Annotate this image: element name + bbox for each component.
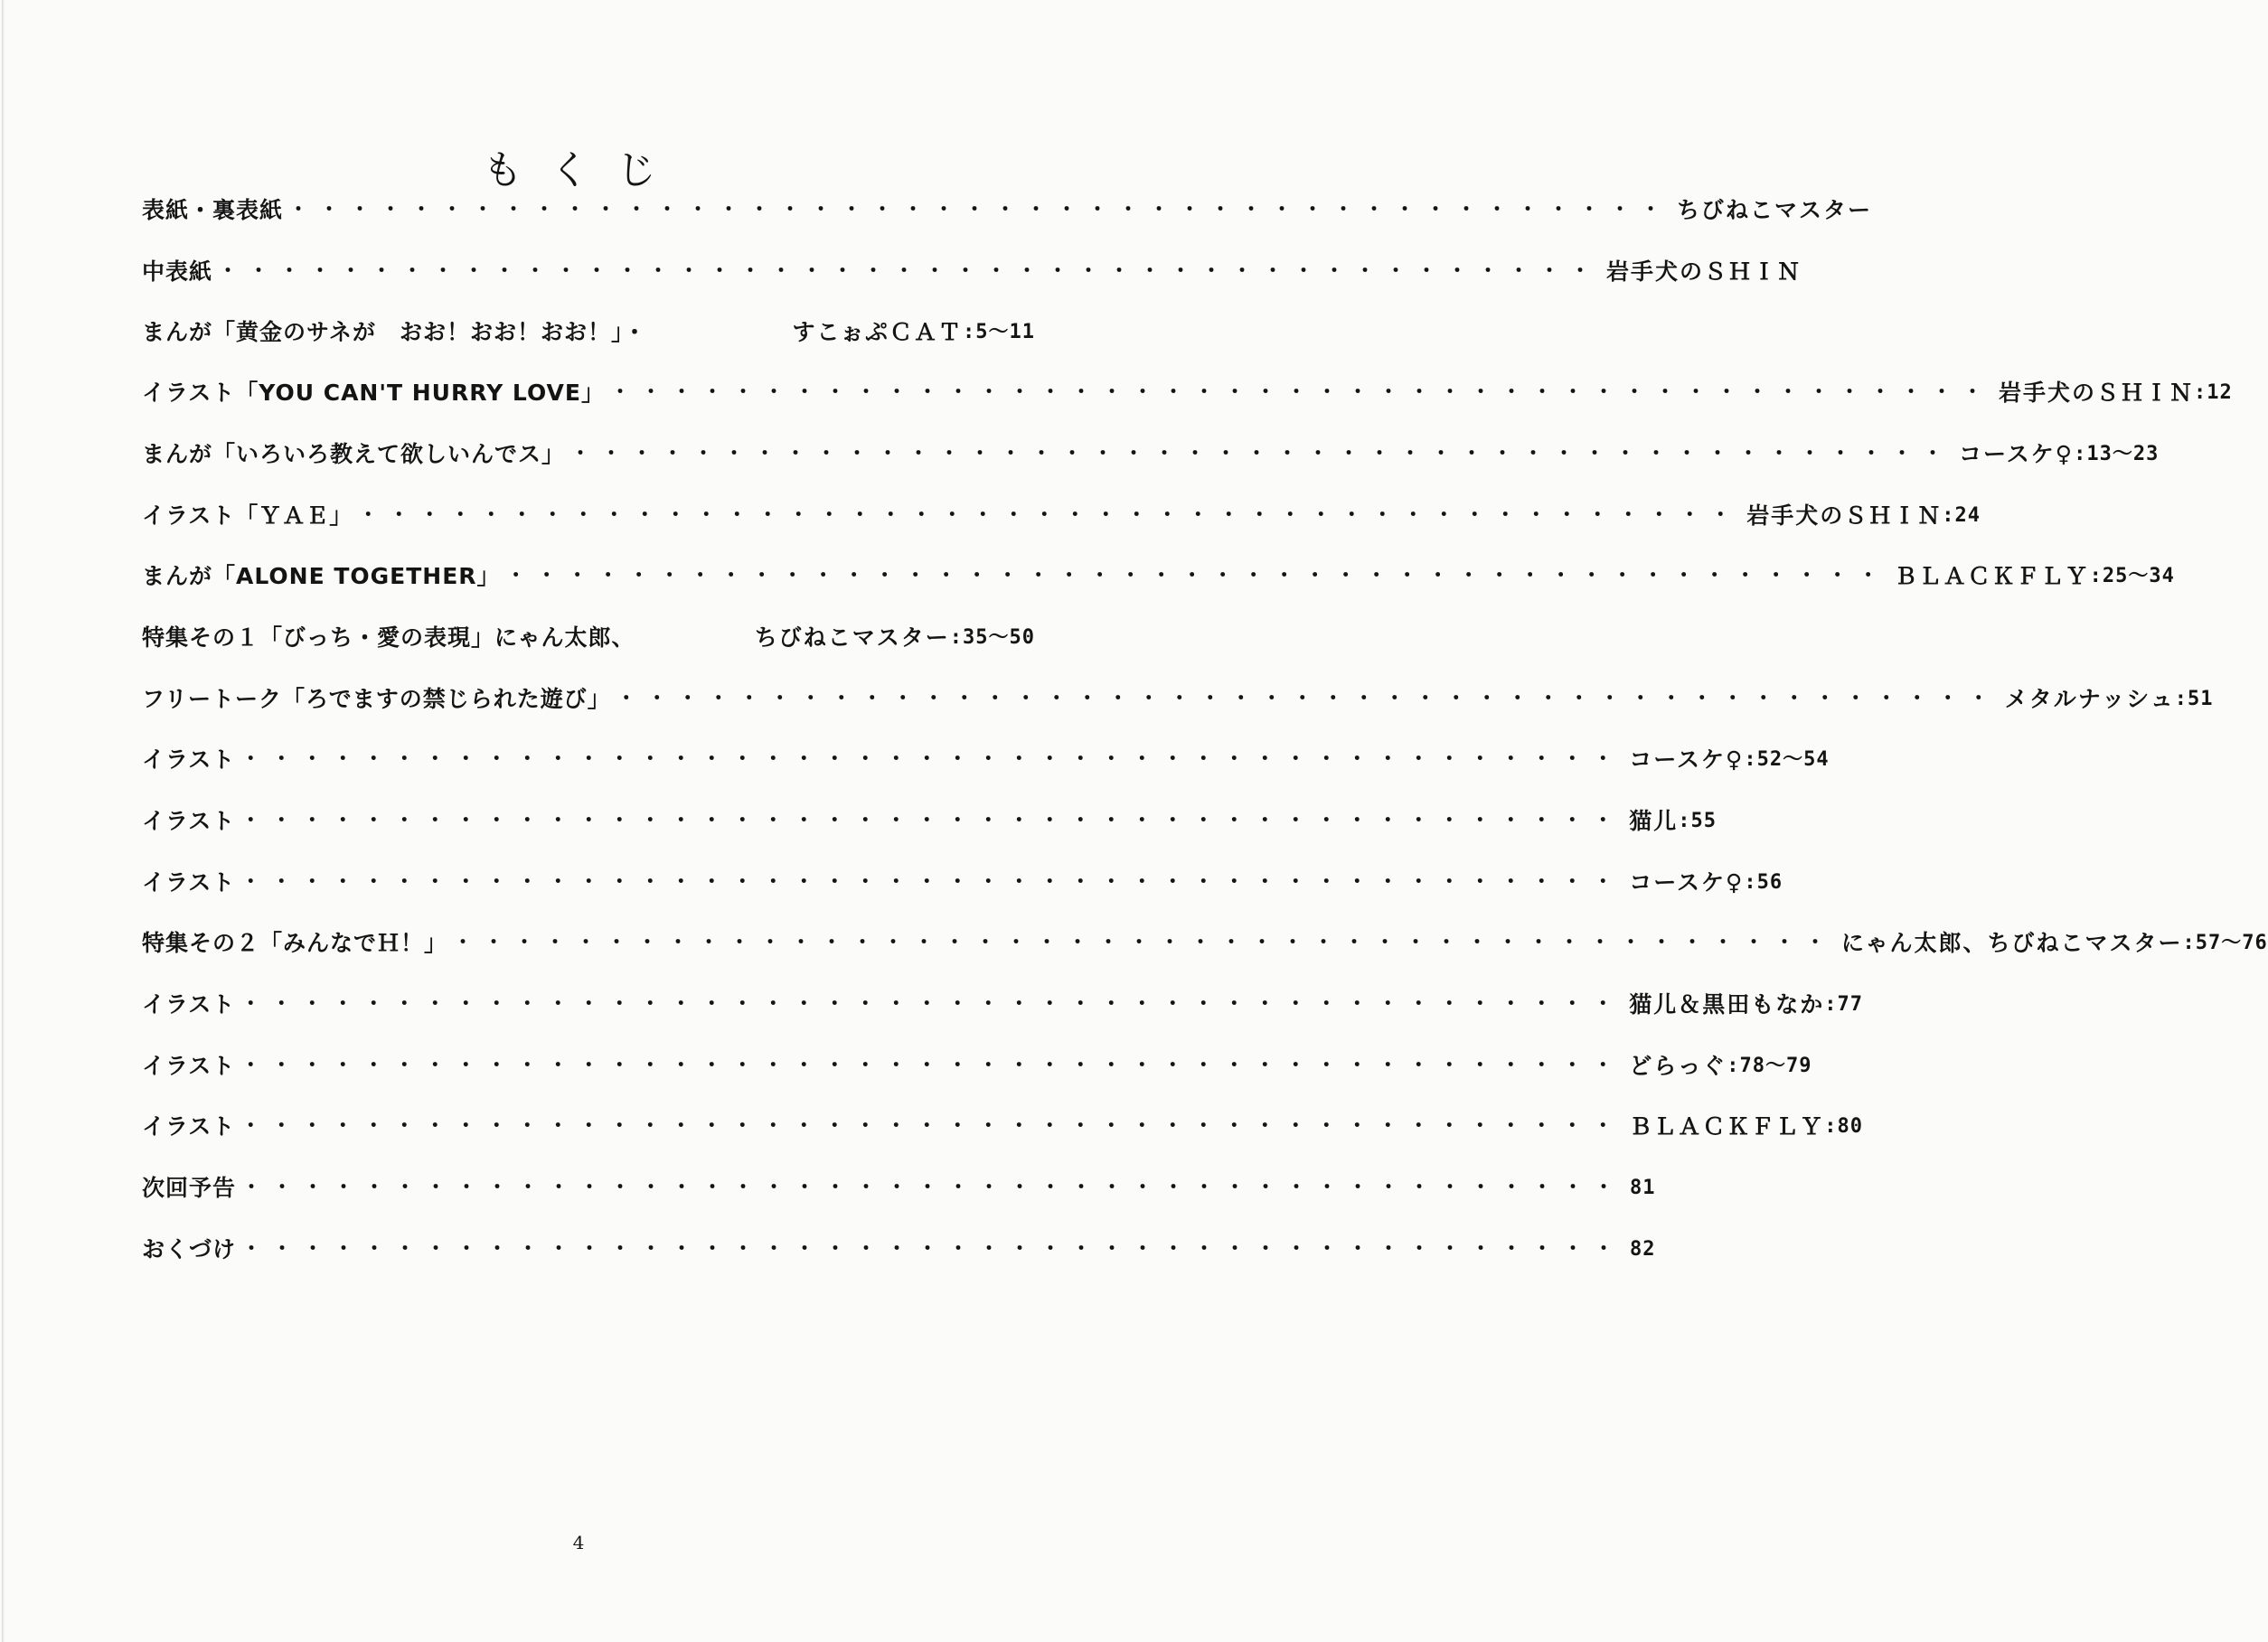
toc-entry-pages: :35～50 bbox=[949, 626, 1035, 649]
toc-entry-author: ＢＬＡＣＫＦＬＹ bbox=[1629, 1113, 1825, 1140]
toc-entry-title: 次回予告 bbox=[142, 1175, 237, 1201]
toc-entry-author: ＢＬＡＣＫＦＬＹ bbox=[1894, 563, 2090, 589]
toc-row bbox=[142, 190, 1873, 231]
toc-row bbox=[142, 1046, 1812, 1087]
toc-entry-title: イラスト bbox=[142, 808, 236, 834]
toc-entry-author: 猫儿 bbox=[1629, 808, 1679, 834]
toc-entry-pages: :55 bbox=[1678, 810, 1717, 832]
toc-entry-pages: :51 bbox=[2174, 688, 2214, 710]
dot-leader: ・・・・・・・・・・・・・・・・・・・・・・・・・・・・・・・・・・・・・・・・・・・・・ bbox=[218, 260, 1602, 283]
toc-entry-pages: :5～11 bbox=[963, 321, 1035, 343]
dot-leader: ・・・・・・・・・・・・・・・・・・・・・・・・・・・・・・・・・・・・・・・・・・・・・ bbox=[358, 504, 1742, 527]
toc-entry-pages: :52～54 bbox=[1744, 748, 1830, 771]
toc-entry-author: どらっぐ bbox=[1629, 1053, 1727, 1079]
toc-entry-author: にゃん太郎、ちびねこマスター bbox=[1841, 930, 2183, 956]
dot-leader: ・・・・・・・・・・・・・・・・・・・・・・・・・・・・・・・・・・・・・・・・・・・・・ bbox=[240, 1115, 1624, 1138]
toc-entry-pages: 81 bbox=[1630, 1177, 1656, 1199]
toc-entry-title: おくづけ bbox=[142, 1236, 237, 1262]
toc-entry-author: メタルナッシュ bbox=[2004, 686, 2175, 712]
dot-leader: ・・・・・・・・・・・・・・・・・・・・・・・・・・・・・・・・・・・・・・・・・・・・・ bbox=[609, 381, 1993, 404]
toc-row bbox=[142, 495, 1981, 537]
toc-entry-pages: :77 bbox=[1824, 993, 1864, 1016]
toc-entry-title: まんが「ALONE TOGETHER」 bbox=[142, 563, 501, 589]
toc-row bbox=[142, 801, 1717, 842]
toc-entry-author: ちびねこマスター bbox=[1677, 197, 1873, 223]
toc-entry-title: 特集その１「びっち・愛の表現」にゃん太郎、 bbox=[142, 624, 635, 651]
toc-row bbox=[142, 251, 1802, 293]
toc-row bbox=[142, 1168, 1656, 1209]
dot-leader: ・・・・・・・・・・・・・・・・・・・・・・・・・・・・・・・・・・・・・・・・・・・・・ bbox=[616, 688, 2000, 710]
toc-entry-title: まんが「いろいろ教えて欲しいんでス」 bbox=[142, 441, 566, 467]
dot-leader: ・・・・・・・・・・・・・・・・・・・・・・・・・・・・・・・・・・・・・・・・・・・・・ bbox=[241, 1177, 1625, 1199]
toc-entry-pages: :57～76 bbox=[2182, 932, 2268, 954]
toc-entry-pages: :13～23 bbox=[2074, 443, 2160, 465]
toc-entry-title: イラスト bbox=[142, 991, 236, 1018]
toc-entry-pages: :80 bbox=[1824, 1115, 1864, 1138]
toc-entry-title: イラスト「YOU CAN'T HURRY LOVE」 bbox=[142, 380, 605, 406]
page-edge bbox=[2, 0, 5, 1642]
toc-entry-author: ちびねこマスター bbox=[754, 624, 950, 651]
toc-entry-title: イラスト「ＹＡＥ」 bbox=[142, 502, 353, 529]
dot-leader: ・・・・・・・・・・・・・・・・・・・・・・・・・・・・・・・・・・・・・・・・・・・・・ bbox=[240, 871, 1624, 894]
toc-entry-author: 猫儿＆黒田もなか bbox=[1629, 991, 1825, 1018]
toc-entry-author: コースケ♀ bbox=[1629, 746, 1745, 773]
toc-entry-author: 岩手犬のＳＨＩＮ bbox=[1606, 258, 1802, 285]
toc-row bbox=[142, 1229, 1656, 1271]
dot-leader: ・・・・・・・・・・・・・・・・・・・・・・・・・・・・・・・・・・・・・・・・・・・・・ bbox=[453, 932, 1837, 954]
toc-entry-author: すこぉぷＣＡＴ bbox=[792, 319, 964, 345]
dot-leader: ・・・・・・・・・・・・・・・・・・・・・・・・・・・・・・・・・・・・・・・・・・・・・ bbox=[241, 1238, 1625, 1261]
toc-entry-title: イラスト bbox=[142, 1113, 236, 1140]
dot-leader: ・・・・・・・・・・・・・・・・・・・・・・・・・・・・・・・・・・・・・・・・・・・・・ bbox=[240, 748, 1624, 771]
toc-entry-title: イラスト bbox=[142, 746, 236, 773]
toc-row bbox=[142, 434, 2160, 475]
dot-leader: ・・・・・・・・・・・・・・・・・・・・・・・・・・・・・・・・・・・・・・・・・・・・・ bbox=[570, 443, 1954, 465]
dot-leader: ・・・・・・・・・・・・・・・・・・・・・・・・・・・・・・・・・・・・・・・・・・・・・ bbox=[240, 1055, 1624, 1077]
dot-leader: ・・・・・・・・・・・・・・・・・・・・・・・・・・・・・・・・・・・・・・・・・・・・・ bbox=[240, 993, 1624, 1016]
toc-row bbox=[142, 679, 2214, 720]
toc-entry-pages: 82 bbox=[1630, 1238, 1656, 1261]
toc-row bbox=[142, 372, 2233, 414]
dot-leader: ・・・・・・・・・・・・・・・・・・・・・・・・・・・・・・・・・・・・・・・・・・・・・ bbox=[288, 199, 1672, 221]
toc-entry-author: コースケ♀ bbox=[1629, 869, 1745, 896]
page-title: もくじ bbox=[483, 147, 683, 193]
toc-entry-title: まんが「黄金のサネが おお！おお！おお！」・ bbox=[142, 319, 647, 345]
toc-row bbox=[142, 556, 2175, 597]
toc-entry-pages: :25～34 bbox=[2089, 565, 2175, 587]
toc-entry-pages: :12 bbox=[2194, 381, 2233, 404]
toc-entry-title: 特集その２「みんなでＨ！」 bbox=[142, 930, 448, 956]
toc-entry-title: 表紙・裏表紙 bbox=[142, 197, 284, 223]
toc-entry-pages: :24 bbox=[1942, 504, 1981, 527]
toc-row bbox=[142, 862, 1783, 904]
toc-entry-author: コースケ♀ bbox=[1959, 441, 2075, 467]
toc-entry-title: 中表紙 bbox=[142, 258, 213, 285]
toc-row bbox=[142, 617, 1035, 659]
toc-entry-author: 岩手犬のＳＨＩＮ bbox=[1998, 380, 2194, 406]
toc-row bbox=[142, 1106, 1864, 1148]
toc-entry-author: 岩手犬のＳＨＩＮ bbox=[1746, 502, 1943, 529]
toc-entry-title: イラスト bbox=[142, 1053, 236, 1079]
toc-row bbox=[142, 923, 2268, 964]
toc-entry-title: フリートーク「ろでますの禁じられた遊び」 bbox=[142, 686, 611, 712]
toc-entry-pages: :78～79 bbox=[1727, 1055, 1812, 1077]
dot-leader: ・・・・・・・・・・・・・・・・・・・・・・・・・・・・・・・・・・・・・・・・・・・・・ bbox=[505, 565, 1889, 587]
toc-row bbox=[142, 984, 1864, 1026]
toc-entry-pages: :56 bbox=[1744, 871, 1783, 894]
page-number: 4 bbox=[572, 1532, 585, 1553]
toc-entry-title: イラスト bbox=[142, 869, 236, 896]
dot-leader: ・・・・・・・・・・・・・・・・・・・・・・・・・・・・・・・・・・・・・・・・・・・・・ bbox=[240, 810, 1624, 832]
toc-row bbox=[142, 739, 1830, 781]
toc-row bbox=[142, 312, 1035, 353]
